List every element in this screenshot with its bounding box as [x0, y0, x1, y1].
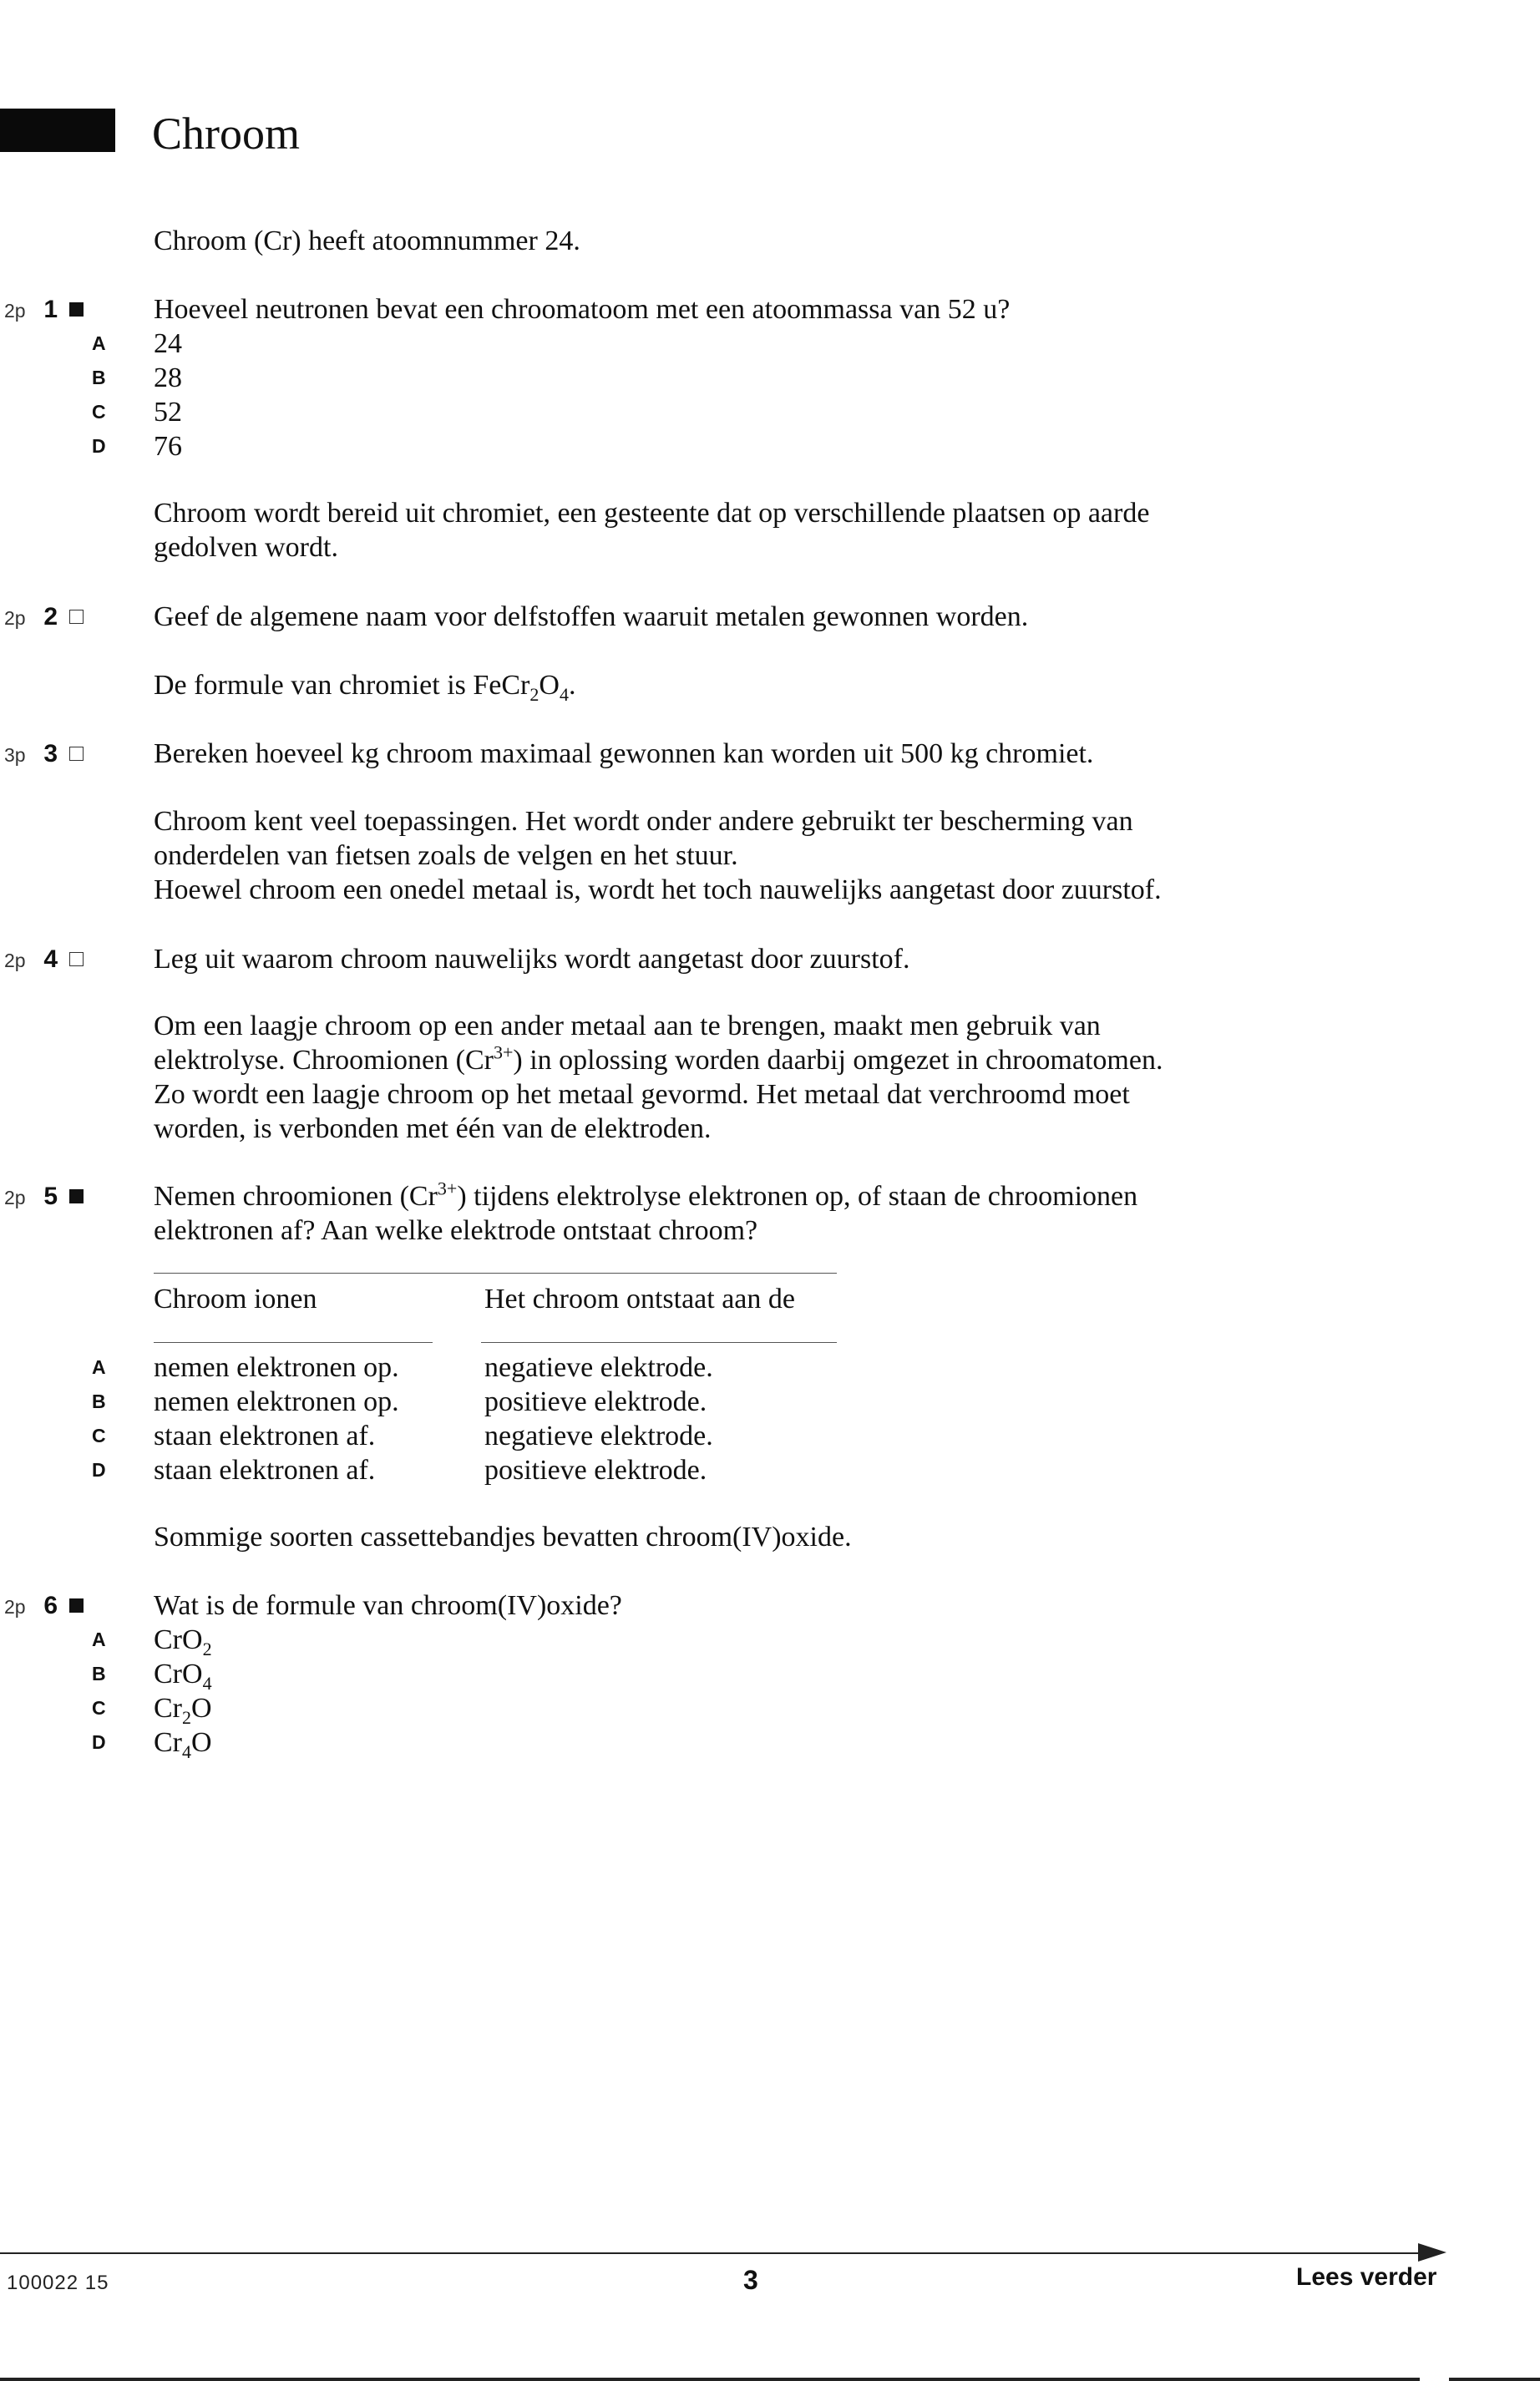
table-header-chroom-ionen: Chroom ionen — [154, 1284, 317, 1315]
paragraph-line: Chroom wordt bereid uit chromiet, een gesteente dat op verschillende plaatsen op aarde — [154, 498, 1150, 529]
q1-question: Hoeveel neutronen bevat een chroomatoom met een atoommassa van 52 u? — [154, 294, 1011, 325]
paragraph-line: Om een laagje chroom op een ander metaal aan te brengen, maakt men gebruik van — [154, 1011, 1101, 1041]
closed-question-marker-icon — [69, 1189, 84, 1203]
closed-question-marker-icon — [69, 302, 84, 317]
q6-option-text: CrO$_2$ — [154, 1624, 212, 1659]
q6-option-text: $Cr_2O$ — [154, 1693, 212, 1728]
q5-option-col1: staan elektronen af. — [154, 1455, 376, 1486]
q1-option-letter: C — [92, 401, 106, 423]
q5-points: 2p — [4, 1187, 26, 1208]
q6-option-text: CrO$_4$ — [154, 1659, 212, 1694]
q5-option-col2: negatieve elektrode. — [484, 1352, 713, 1383]
page-title: Chroom — [152, 109, 301, 159]
q5-option-col1: nemen elektronen op. — [154, 1352, 399, 1383]
open-question-marker-icon — [69, 610, 84, 624]
q4-number: 4 — [23, 942, 84, 976]
q2-question: Geef de algemene naam voor delfstoffen waaruit metalen gewonnen worden. — [154, 601, 1029, 632]
footer-exam-code: 100022 15 — [7, 2272, 109, 2294]
q5-question-line: Nemen chroomionen $(Cr^{3+})$ tijdens elektrolyse elektronen op, of staan de chroomionen — [154, 1178, 1138, 1212]
paragraph-line: onderdelen van fietsen zoals de velgen en het stuur. — [154, 840, 738, 871]
q3-number: 3 — [23, 737, 84, 771]
title-marker-bar — [0, 109, 115, 152]
q1-option-letter: A — [92, 332, 106, 354]
q1-option-letter: D — [92, 435, 106, 457]
q1-option-text: 24 — [154, 328, 182, 359]
q5-option-col2: positieve elektrode. — [484, 1455, 707, 1486]
q1-option-text: 52 — [154, 397, 182, 428]
q5-number: 5 — [23, 1179, 84, 1213]
table-top-rule — [154, 1273, 837, 1274]
paragraph-line: gedolven wordt. — [154, 532, 338, 563]
table-header-rule — [154, 1342, 433, 1343]
q6-option-letter: B — [92, 1663, 106, 1684]
q5-option-letter: D — [92, 1459, 106, 1481]
table-header-elektrode: Het chroom ontstaat aan de — [484, 1284, 795, 1315]
q1-number: 1 — [23, 292, 84, 327]
paragraph-line: worden, is verbonden met één van de elektroden. — [154, 1113, 712, 1144]
q1-option-letter: B — [92, 367, 106, 388]
page-bottom-edge — [1449, 2378, 1540, 2381]
q1-points: 2p — [4, 300, 26, 322]
q6-option-letter: A — [92, 1629, 106, 1650]
q5-option-letter: B — [92, 1391, 106, 1412]
paragraph-line: Hoewel chroom een onedel metaal is, wordt het toch nauwelijks aangetast door zuurstof. — [154, 874, 1162, 905]
table-header-rule — [481, 1342, 837, 1343]
q6-question: Wat is de formule van chroom(IV)oxide? — [154, 1590, 622, 1621]
q6-option-letter: C — [92, 1697, 106, 1719]
q5-option-letter: A — [92, 1356, 106, 1378]
q3-points: 3p — [4, 744, 26, 766]
intro-text: Chroom (Cr) heeft atoomnummer 24. — [154, 225, 580, 256]
open-question-marker-icon — [69, 952, 84, 966]
paragraph-line: elektrolyse. Chroomionen $(Cr^{3+})$ in oplossing worden daarbij omgezet in chroomatomen. — [154, 1041, 1163, 1076]
closed-question-marker-icon — [69, 1598, 84, 1613]
page-bottom-edge — [0, 2378, 1420, 2381]
arrow-right-icon — [1418, 2243, 1446, 2262]
q1-option-text: 28 — [154, 362, 182, 393]
q3-question: Bereken hoeveel kg chroom maximaal gewonnen kan worden uit 500 kg chromiet. — [154, 738, 1094, 769]
q5-option-col2: negatieve elektrode. — [484, 1421, 713, 1451]
q5-option-col1: nemen elektronen op. — [154, 1386, 399, 1417]
q6-points: 2p — [4, 1596, 26, 1618]
q5-option-col2: positieve elektrode. — [484, 1386, 707, 1417]
q5-option-letter: C — [92, 1425, 106, 1446]
formula-text: De formule van chromiet is $FeCr_2O_4$. — [154, 670, 576, 705]
q4-question: Leg uit waarom chroom nauwelijks wordt aangetast door zuurstof. — [154, 944, 910, 975]
footer-continue-label: Lees verder — [1296, 2263, 1437, 2291]
paragraph-line: Zo wordt een laagje chroom op het metaal gevormd. Het metaal dat verchroomd moet — [154, 1079, 1130, 1110]
q5-option-col1: staan elektronen af. — [154, 1421, 376, 1451]
q2-points: 2p — [4, 607, 26, 629]
q6-option-text: $Cr_4O$ — [154, 1727, 212, 1762]
q1-option-text: 76 — [154, 431, 182, 462]
q6-number: 6 — [23, 1588, 84, 1623]
footer-rule — [0, 2252, 1432, 2254]
paragraph-line: Chroom kent veel toepassingen. Het wordt onder andere gebruikt ter bescherming van — [154, 806, 1133, 837]
q2-number: 2 — [23, 600, 84, 634]
q4-points: 2p — [4, 950, 26, 971]
q6-option-letter: D — [92, 1731, 106, 1753]
paragraph-line: Sommige soorten cassettebandjes bevatten chroom(IV)oxide. — [154, 1522, 852, 1553]
footer-page-number: 3 — [743, 2265, 758, 2295]
q5-question-line: elektronen af? Aan welke elektrode ontstaat chroom? — [154, 1215, 758, 1246]
open-question-marker-icon — [69, 747, 84, 761]
